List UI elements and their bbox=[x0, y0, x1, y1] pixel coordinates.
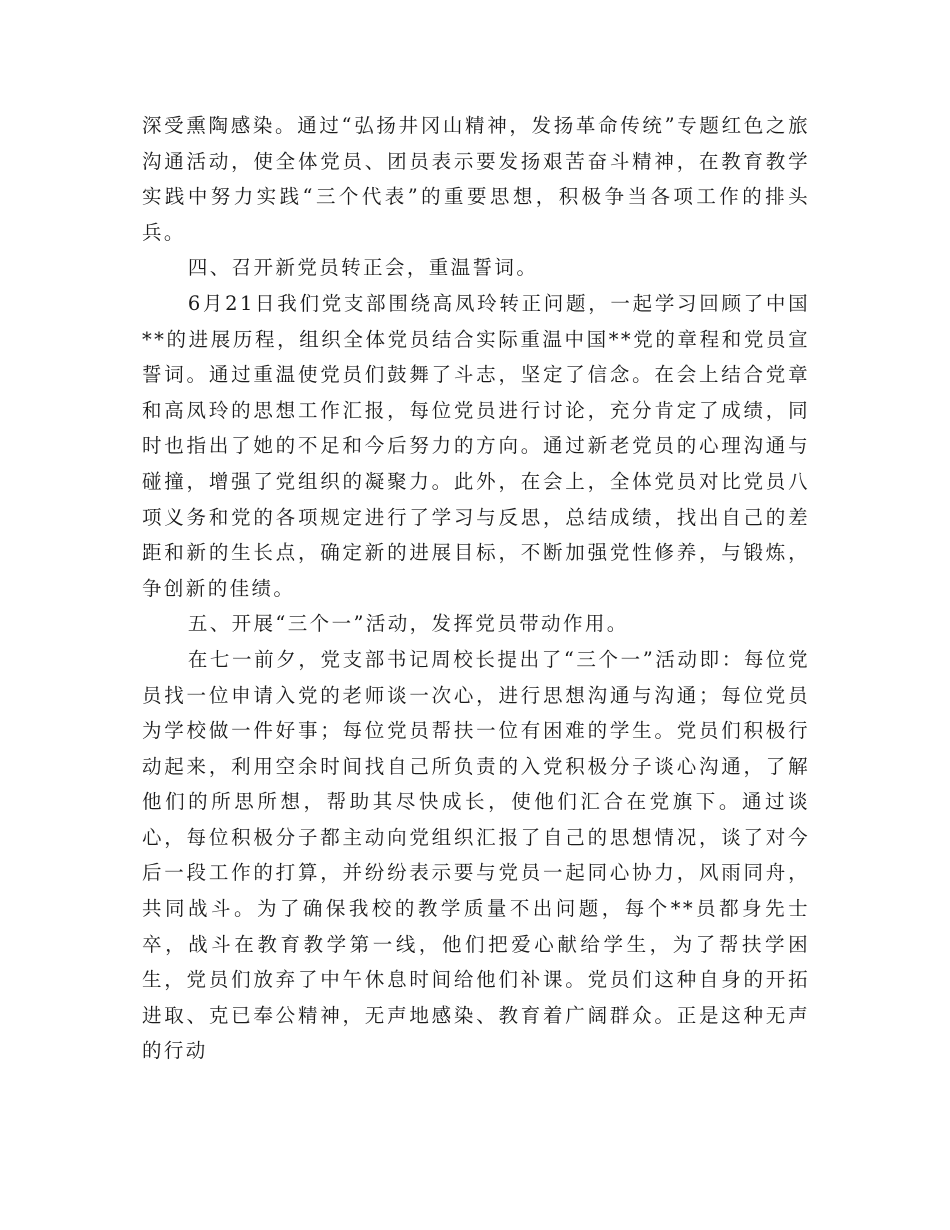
paragraph-section-five: 在七一前夕，党支部书记周校长提出了“三个一”活动即：每位党员找一位申请入党的老师谈一次心，进行思想沟通与沟通；每位党员为学校做一件好事；每位党员帮扶一位有困难的学生。党员们积极行动起来，利用空余时间找自己所负责的入党积极分子谈心沟通，了解他们的所思所想，帮助其尽快成长，使他们汇合在党旗下。通过谈心，每位积极分子都主动向党组织汇报了自己的思想情况，谈了对今后一段工作的打算，并纷纷表示要与党员一起同心协力，风雨同舟，共同战斗。为了确保我校的教学质量不出问题，每个**员都身先士卒，战斗在教育教学第一线，他们把爱心献给学生，为了帮扶学困生，党员们放弃了中午休息时间给他们补课。党员们这种自身的开拓进取、克已奉公精神，无声地感染、教育着广阔群众。正是这种无声的行动 bbox=[142, 647, 810, 1063]
section-heading-five: 五、开展“三个一”活动，发挥党员带动作用。 bbox=[187, 612, 629, 636]
paragraph-continuation: 深受熏陶感染。通过“弘扬井冈山精神，发扬革命传统”专题红色之旅沟通活动，使全体党员、团员表示要发扬艰苦奋斗精神，在教育教学实践中努力实践“三个代表”的重要思想，积极争当各项工作的排头兵。 bbox=[142, 114, 810, 244]
paragraph-section-four: 6月21日我们党支部围绕高凤玲转正问题，一起学习回顾了中国**的进展历程，组织全体党员结合实际重温中国**党的章程和党员宣誓词。通过重温使党员们鼓舞了斗志，坚定了信念。在会上结合党章和高凤玲的思想工作汇报，每位党员进行讨论，充分肯定了成绩，同时也指出了她的不足和今后努力的方向。通过新老党员的心理沟通与碰撞，增强了党组织的凝聚力。此外，在会上，全体党员对比党员八项义务和党的各项规定进行了学习与反思，总结成绩，找出自己的差距和新的生长点，确定新的进展目标，不断加强党性修养，与锻炼，争创新的佳绩。 bbox=[142, 291, 810, 600]
document-body bbox=[142, 108, 810, 1069]
section-heading-four: 四、召开新党员转正会，重温誓词。 bbox=[187, 256, 539, 280]
